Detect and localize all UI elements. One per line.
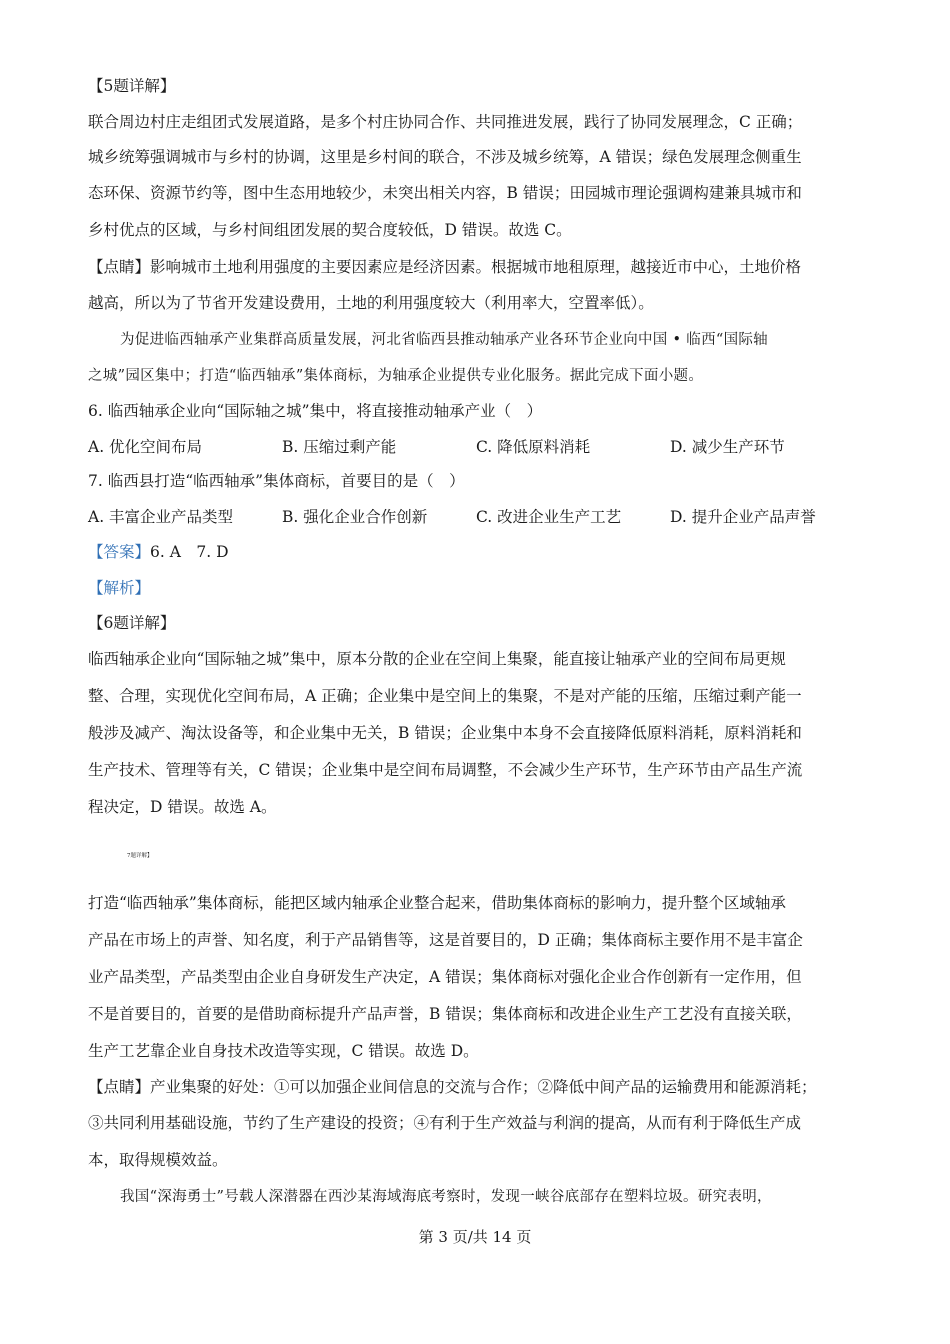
dianjing-2-line-1: 【点睛】产业集聚的好处：①可以加强企业间信息的交流与合作；②降低中间产品的运输费用和能源消耗； — [88, 1078, 817, 1096]
question-7-option-c: C. 改进企业生产工艺 — [476, 508, 622, 526]
section-5-line-3: 态环保、资源节约等，图中生态用地较少，未突出相关内容，B 错误；田园城市理论强调构建兼具城市和 — [88, 184, 802, 202]
question-7-stem: 7. 临西县打造“临西轴承”集体商标，首要目的是（ ） — [88, 472, 465, 490]
answer-text: 6. A 7. D — [150, 543, 229, 561]
answer-label: 【答案】 — [88, 543, 151, 561]
section-5-line-4: 乡村优点的区域，与乡村间组团发展的契合度较低，D 错误。故选 C。 — [88, 221, 572, 239]
question-6-option-c: C. 降低原料消耗 — [476, 438, 591, 456]
analysis-label: 【解析】 — [88, 579, 151, 597]
section-7-line-5: 生产工艺靠企业自身技术改造等实现，C 错误。故选 D。 — [88, 1042, 479, 1060]
page-footer: 第 3 页/共 14 页 — [418, 1228, 532, 1246]
material-line-2: 之城”园区集中；打造“临西轴承”集体商标，为轴承企业提供专业化服务。据此完成下面小题。 — [88, 368, 704, 384]
section-5-line-1: 联合周边村庄走组团式发展道路，是多个村庄协同合作、共同推进发展，践行了协同发展理念，C 正确； — [88, 113, 803, 131]
section-7-line-4: 不是首要目的，首要的是借助商标提升产品声誉，B 错误；集体商标和改进企业生产工艺没有直接关联， — [88, 1005, 802, 1023]
dianjing-2-line-3: 本，取得规模效益。 — [88, 1151, 228, 1169]
section-7-line-1: 打造“临西轴承”集体商标，能把区域内轴承企业整合起来，借助集体商标的影响力，提升整个区域轴承 — [88, 894, 786, 912]
question-6-option-b: B. 压缩过剩产能 — [282, 438, 397, 456]
section-7-line-2: 产品在市场上的声誉、知名度，利于产品销售等，这是首要目的，D 正确；集体商标主要作用不是丰富企 — [88, 931, 803, 949]
section-6-line-5: 程决定，D 错误。故选 A。 — [88, 798, 277, 816]
section-6-line-4: 生产技术、管理等有关，C 错误；企业集中是空间布局调整，不会减少生产环节，生产环节由产品生产流 — [88, 761, 803, 779]
question-7-option-b: B. 强化企业合作创新 — [282, 508, 428, 526]
section-7-line-3: 业产品类型，产品类型由企业自身研发生产决定，A 错误；集体商标对强化企业合作创新有一定作用，但 — [88, 968, 802, 986]
question-6-option-d: D. 减少生产环节 — [670, 438, 785, 456]
section-5-title: 【5题详解】 — [88, 77, 176, 95]
section-5-line-2: 城乡统筹强调城市与乡村的协调，这里是乡村间的联合，不涉及城乡统筹，A 错误；绿色发展理念侧重生 — [88, 148, 802, 166]
section-6-line-2: 整、合理，实现优化空间布局，A 正确；企业集中是空间上的集聚，不是对产能的压缩，压缩过剩产能一 — [88, 687, 802, 705]
question-6-option-a: A. 优化空间布局 — [88, 438, 203, 456]
section-6-line-3: 般涉及减产、淘汰设备等，和企业集中无关，B 错误；企业集中本身不会直接降低原料消耗，原料消耗和 — [88, 724, 802, 742]
material-2-line-1: 我国“深海勇士”号载人深潜器在西沙某海域海底考察时，发现一峡谷底部存在塑料垃圾。研究表明， — [120, 1189, 772, 1205]
section-6-line-1: 临西轴承企业向“国际轴之城”集中，原本分散的企业在空间上集聚，能直接让轴承产业的空间布局更规 — [88, 650, 786, 668]
question-7-option-a: A. 丰富企业产品类型 — [88, 508, 234, 526]
dianjing-2-line-2: ③共同利用基础设施，节约了生产建设的投资；④有利于生产效益与利润的提高，从而有利于降低生产成 — [88, 1114, 802, 1132]
section-7-title: 7题详解】 — [127, 853, 153, 859]
question-6-stem: 6. 临西轴承企业向“国际轴之城”集中，将直接推动轴承产业（ ） — [88, 402, 543, 420]
material-line-1: 为促进临西轴承产业集群高质量发展，河北省临西县推动轴承产业各环节企业向中国 • 临西“国际轴 — [120, 332, 768, 348]
question-7-option-d: D. 提升企业产品声誉 — [670, 508, 816, 526]
section-6-title: 【6题详解】 — [88, 614, 176, 632]
dianjing-1-line-2: 越高，所以为了节省开发建设费用，土地的利用强度较大（利用率大，空置率低）。 — [88, 294, 654, 312]
answer-line — [88, 541, 878, 563]
dianjing-1-line-1: 【点睛】影响城市土地利用强度的主要因素应是经济因素。根据城市地租原理，越接近市中心，土地价格 — [88, 258, 802, 276]
